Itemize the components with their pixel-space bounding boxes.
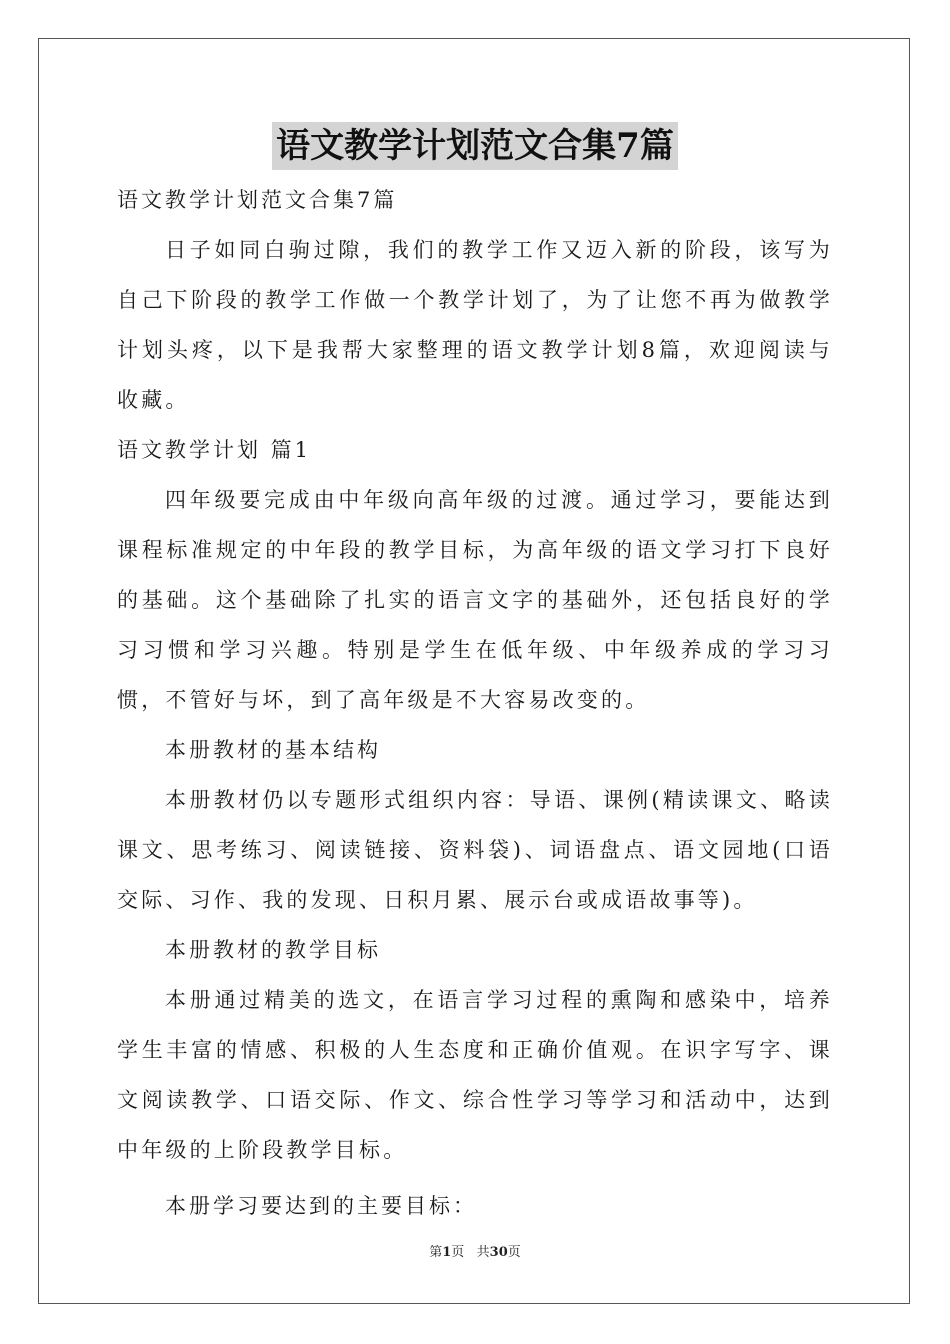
heading-goals: 本册教材的教学目标 bbox=[165, 938, 381, 962]
paragraph-3: 本册通过精美的选文，在语言学习过程的熏陶和感染中，培养学生丰富的情感、积极的人生态度和正确价值观。在识字写字、课文阅读教学、口语交际、作文、综合性学习等学习和活动中，达到中年级的上阶段教学目标。 bbox=[117, 988, 833, 1162]
heading-structure: 本册教材的基本结构 bbox=[165, 738, 381, 762]
page-footer bbox=[0, 1243, 950, 1263]
intro-paragraph: 日子如同白驹过隙，我们的教学工作又迈入新的阶段，该写为自己下阶段的教学工作做一个教学计划了，为了让您不再为做教学计划头疼，以下是我帮大家整理的语文教学计划8篇，欢迎阅读与收藏。 bbox=[117, 238, 833, 412]
footer-total-pages: 30 bbox=[489, 1245, 508, 1260]
footer-mid: 页 共 bbox=[451, 1245, 490, 1260]
section-heading: 语文教学计划 篇1 bbox=[117, 438, 312, 462]
paragraph-2: 本册教材仍以专题形式组织内容：导语、课例(精读课文、略读课文、思考练习、阅读链接、资料袋)、词语盘点、语文园地(口语交际、习作、我的发现、日积月累、展示台或成语故事等)。 bbox=[117, 788, 833, 912]
document-body bbox=[117, 175, 833, 1231]
footer-suffix: 页 bbox=[507, 1245, 521, 1260]
document-subtitle: 语文教学计划范文合集7篇 bbox=[117, 188, 398, 212]
title-wrap bbox=[0, 122, 950, 170]
heading-main-goals: 本册学习要达到的主要目标： bbox=[165, 1194, 477, 1218]
footer-current-page: 1 bbox=[442, 1245, 452, 1260]
paragraph-1: 四年级要完成由中年级向高年级的过渡。通过学习，要能达到课程标准规定的中年段的教学目标，为高年级的语文学习打下良好的基础。这个基础除了扎实的语言文字的基础外，还包括良好的学习习惯和学习兴趣。特别是学生在低年级、中年级养成的学习习惯，不管好与坏，到了高年级是不大容易改变的。 bbox=[117, 488, 833, 712]
document-title: 语文教学计划范文合集7篇 bbox=[272, 122, 678, 170]
footer-prefix: 第 bbox=[429, 1245, 443, 1260]
